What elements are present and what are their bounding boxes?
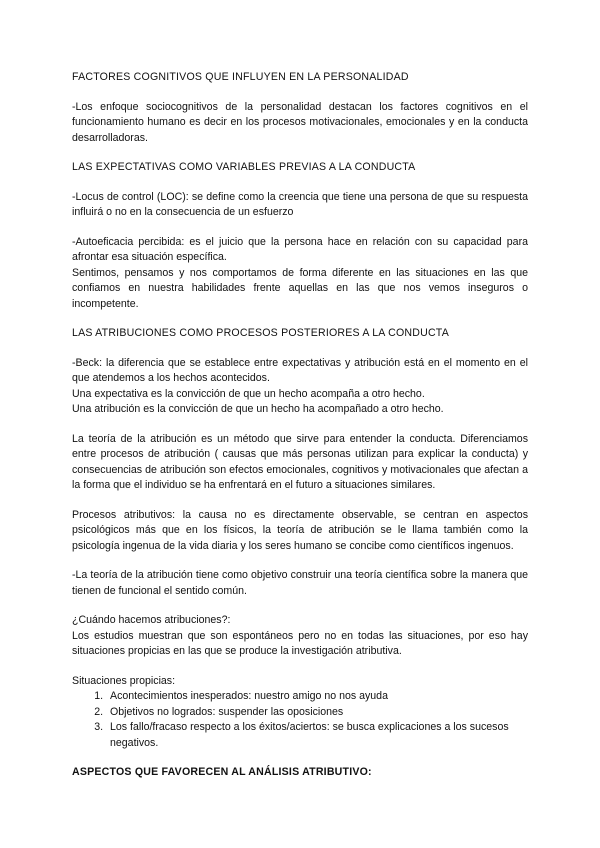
question-cuando: ¿Cuándo hacemos atribuciones?: <box>72 614 231 626</box>
paragraph-autoeficacia: -Autoeficacia percibida: es el juicio que la persona hace en relación con su capacidad para afrontar esa situación específica. <box>72 235 528 263</box>
section-heading-expectativas: LAS EXPECTATIVAS COMO VARIABLES PREVIAS A LA CONDUCTA <box>72 161 416 173</box>
situaciones-list <box>72 689 528 751</box>
list-item: 2. Objetivos no logrados: suspender las oposiciones <box>106 705 528 721</box>
paragraph-sentimos: Sentimos, pensamos y nos comportamos de forma diferente en las situaciones en las que confiamos en nuestra habilidades frente aquellas en las que nos vemos inseguros o incompetente. <box>72 266 528 310</box>
list-item: 1. Acontecimientos inesperados: nuestro amigo no nos ayuda <box>106 689 528 705</box>
document-title: FACTORES COGNITIVOS QUE INFLUYEN EN LA PERSONALIDAD <box>72 71 409 83</box>
section-heading-atribuciones: LAS ATRIBUCIONES COMO PROCESOS POSTERIORES A LA CONDUCTA <box>72 327 449 339</box>
paragraph-estudios: Los estudios muestran que son espontáneos pero no en todas las situaciones, por eso hay situaciones propicias en las que se produce la investigación atributiva. <box>72 629 528 657</box>
paragraph-beck: -Beck: la diferencia que se establece entre expectativas y atribución está en el momento en el que atendemos a los hechos acontecidos. <box>72 356 528 384</box>
document-page <box>72 70 528 781</box>
list-item: 3. Los fallo/fracaso respecto a los éxitos/aciertos: se busca explicaciones a los sucesos negativos. <box>106 720 528 751</box>
paragraph-locus-control: -Locus de control (LOC): se define como la creencia que tiene una persona de que su respuesta influirá o no en la consecuencia de un esfuerzo <box>72 190 528 218</box>
paragraph-objetivo-teoria: -La teoría de la atribución tiene como objetivo construir una teoría científica sobre la manera que tienen de funcional el sentido común. <box>72 569 528 597</box>
list-intro: Situaciones propicias: <box>72 674 176 687</box>
paragraph-sociocognitive: -Los enfoque sociocognitivos de la personalidad destacan los factores cognitivos en el funcionamiento humano es decir en los procesos motivacionales, emocionales y en la conducta desarrolladoras. <box>72 100 528 144</box>
paragraph-teoria-atribucion: La teoría de la atribución es un método que sirve para entender la conducta. Diferenciamos entre procesos de atribución ( causas que más personas utilizan para explicar la conducta) y consecuencias de atribución son efectos emocionales, cognitivos y motivacionales que afectan a la forma que el individuo se ha enfrentará en el futuro a situaciones similares. <box>72 432 528 491</box>
section-heading-aspectos: ASPECTOS QUE FAVORECEN AL ANÁLISIS ATRIBUTIVO: <box>72 766 372 778</box>
paragraph-atribucion-def: Una atribución es la convicción de que un hecho ha acompañado a otro hecho. <box>72 403 444 415</box>
paragraph-expectativa-def: Una expectativa es la convicción de que un hecho acompaña a otro hecho. <box>72 387 425 400</box>
paragraph-procesos-atributivos: Procesos atributivos: la causa no es directamente observable, se centran en aspectos psicológicos más que en los físicos, la teoría de atribución se le llama también como la psicología ingenua de la vida diaria y los seres humano se concibe como científicos ingenuos. <box>72 508 528 552</box>
